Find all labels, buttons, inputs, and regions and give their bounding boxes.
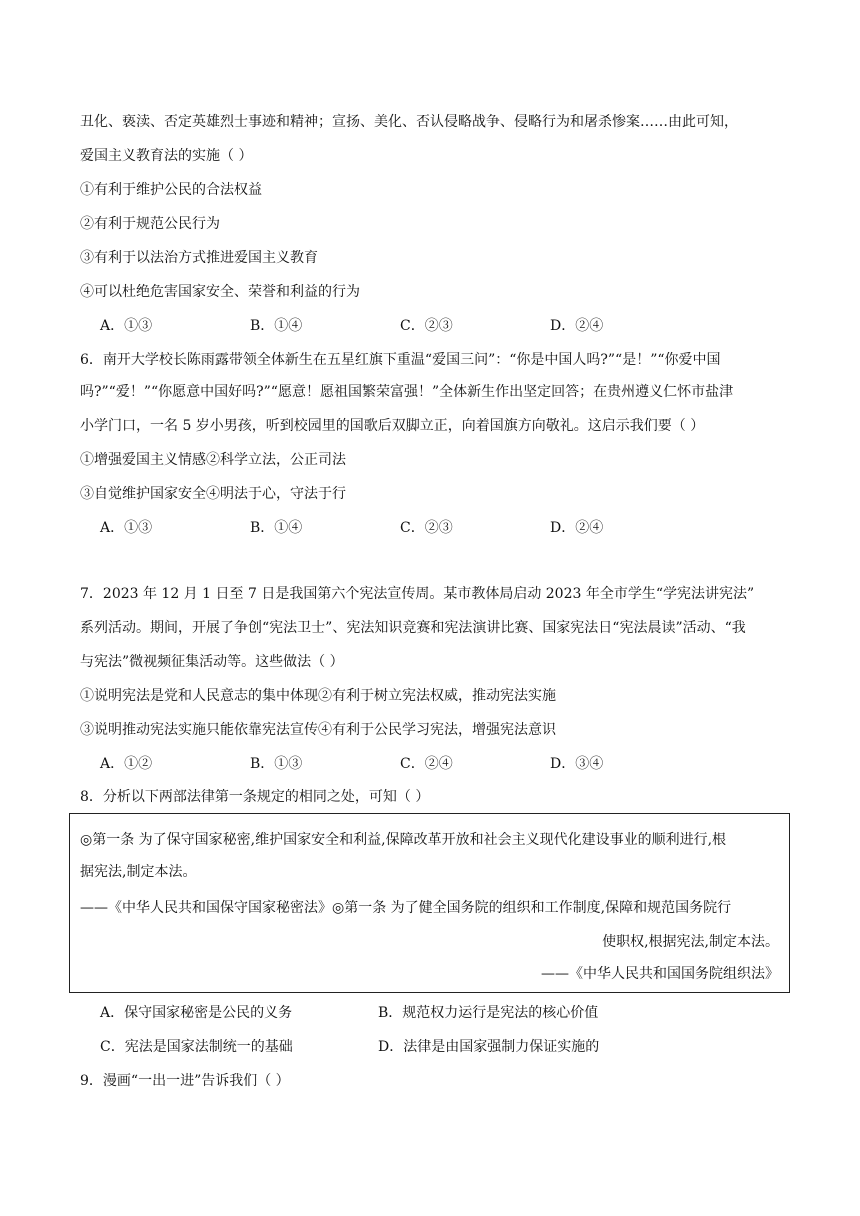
q5-item-3: ③有利于以法治方式推进爱国主义教育	[80, 250, 318, 266]
q5-option-d[interactable]: D．②④	[550, 318, 604, 334]
q7-item-1: ①说明宪法是党和人民意志的集中体现②有利于树立宪法权威，推动宪法实施	[80, 688, 556, 704]
q7-option-d[interactable]: D．③④	[550, 756, 604, 772]
q5-option-b[interactable]: B．①④	[250, 318, 303, 334]
q8-stem: 8．分析以下两部法律第一条规定的相同之处，可知（ ）	[80, 789, 430, 805]
q5-stem-line-2: 爱国主义教育法的实施（ ）	[80, 148, 253, 164]
q6-option-a[interactable]: A．①③	[100, 520, 153, 536]
q5-option-a[interactable]: A．①③	[100, 318, 153, 334]
q8-options-row-1	[100, 1003, 656, 1023]
q8-box-line-1: ◎第一条 为了保守国家秘密,维护国家安全和利益,保障改革开放和社会主义现代化建设事业的顺利进行,根	[80, 832, 727, 848]
q7-stem-line-1: 7．2023 年 12 月 1 日至 7 日是我国第六个宪法宣传周。某市教体局启动 2023 年全市学生“学宪法讲宪法”	[80, 586, 755, 602]
q8-box-line-5: ——《中华人民共和国国务院组织法》	[541, 966, 779, 982]
q7-item-2: ③说明推动宪法实施只能依靠宪法宣传④有利于公民学习宪法，增强宪法意识	[80, 722, 556, 738]
q8-option-c[interactable]: C．宪法是国家法制统一的基础	[100, 1039, 293, 1055]
q8-law-excerpt-box	[69, 813, 790, 993]
q8-option-a[interactable]: A．保守国家秘密是公民的义务	[100, 1005, 293, 1021]
q6-option-d[interactable]: D．②④	[550, 520, 604, 536]
q8-options-row-2	[100, 1037, 656, 1057]
q5-option-c[interactable]: C．②③	[400, 318, 453, 334]
q6-stem-line-1: 6．南开大学校长陈雨露带领全体新生在五星红旗下重温“爱国三问”：“你是中国人吗?”“是！”“你爱中国	[80, 352, 721, 368]
q5-options	[100, 316, 700, 336]
q8-box-line-3: ——《中华人民共和国保守国家秘密法》◎第一条 为了健全国务院的组织和工作制度,保障和规范国务院行	[80, 900, 732, 916]
q6-option-c[interactable]: C．②③	[400, 520, 453, 536]
q8-option-b[interactable]: B．规范权力运行是宪法的核心价值	[378, 1005, 599, 1021]
q8-option-d[interactable]: D．法律是由国家强制力保证实施的	[378, 1039, 600, 1055]
q7-option-c[interactable]: C．②④	[400, 756, 453, 772]
q7-option-b[interactable]: B．①③	[250, 756, 303, 772]
q7-stem-line-2: 系列活动。期间，开展了争创“宪法卫士”、宪法知识竞赛和宪法演讲比赛、国家宪法日“宪法晨读”活动、“我	[80, 620, 746, 636]
q6-item-1: ①增强爱国主义情感②科学立法，公正司法	[80, 452, 346, 468]
q8-box-line-2: 据宪法,制定本法。	[80, 864, 197, 880]
q6-item-2: ③自觉维护国家安全④明法于心，守法于行	[80, 486, 346, 502]
q5-stem-line-1: 丑化、亵渎、否定英雄烈士事迹和精神；宣扬、美化、否认侵略战争、侵略行为和屠杀惨案……由此可知，	[80, 114, 738, 130]
q7-stem-line-3: 与宪法”微视频征集活动等。这些做法（ ）	[80, 654, 344, 670]
q5-item-4: ④可以杜绝危害国家安全、荣誉和利益的行为	[80, 284, 360, 300]
q5-item-2: ②有利于规范公民行为	[80, 216, 220, 232]
q5-item-1: ①有利于维护公民的合法权益	[80, 182, 262, 198]
q7-options	[100, 754, 700, 774]
q6-stem-line-2: 吗?”“爱！”“你愿意中国好吗?”“愿意！愿祖国繁荣富强！”全体新生作出坚定回答；在贵州遵义仁怀市盐津	[80, 384, 734, 400]
q7-option-a[interactable]: A．①②	[100, 756, 153, 772]
q6-options	[100, 518, 700, 538]
q9-stem: 9．漫画“一出一进”告诉我们（ ）	[80, 1073, 290, 1089]
q6-option-b[interactable]: B．①④	[250, 520, 303, 536]
q8-box-line-4: 使职权,根据宪法,制定本法。	[602, 934, 779, 950]
q6-stem-line-3: 小学门口，一名 5 岁小男孩，听到校园里的国歌后双脚立正，向着国旗方向敬礼。这启示我们要（ ）	[80, 418, 705, 434]
